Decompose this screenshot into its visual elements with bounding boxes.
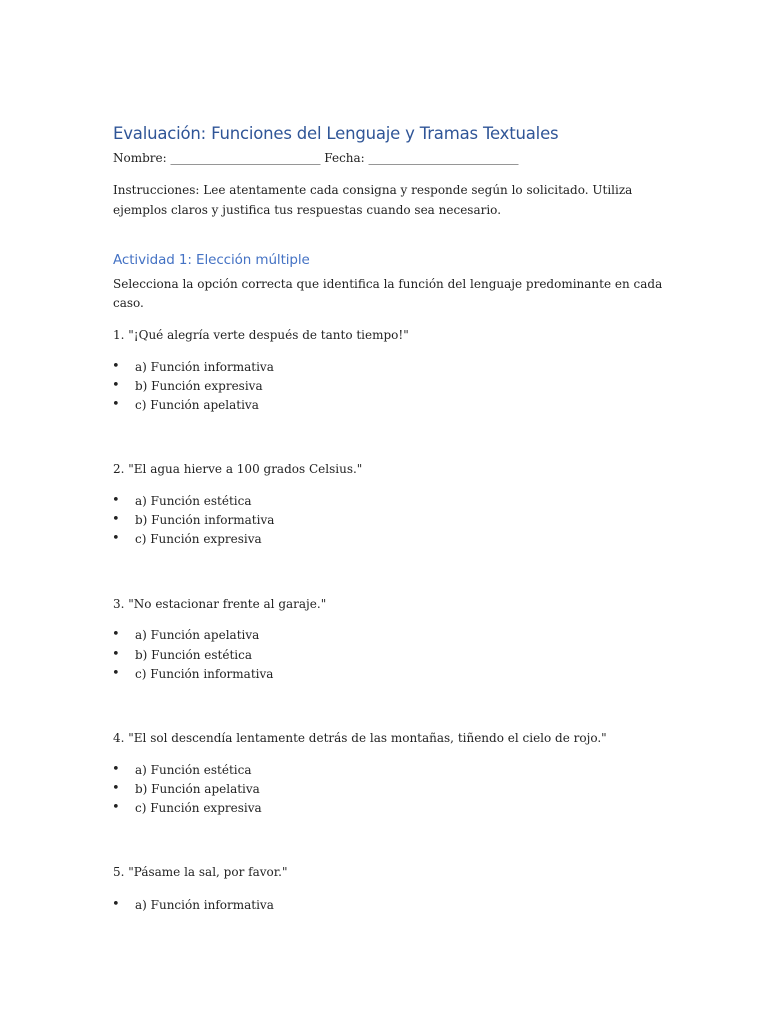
question-3-option-b: b) Función estética: [135, 648, 253, 662]
activity-1-intro-line-2: caso.: [113, 296, 144, 310]
question-5-option-a: a) Función informativa: [135, 898, 274, 912]
name-date-line: Nombre: _________________________ Fecha: _________________________: [113, 151, 519, 165]
question-2-prompt: 2. "El agua hierve a 100 grados Celsius.": [113, 462, 363, 476]
question-3-prompt: 3. "No estacionar frente al garaje.": [113, 597, 327, 611]
question-1-option-c: c) Función apelativa: [135, 398, 259, 412]
bullet-icon: •: [112, 531, 120, 546]
question-2-option-b: b) Función informativa: [135, 513, 275, 527]
question-2-option-c: c) Función expresiva: [135, 532, 262, 546]
question-4-prompt: 4. "El sol descendía lentamente detrás de las montañas, tiñendo el cielo de rojo.": [113, 731, 607, 745]
bullet-icon: •: [112, 359, 120, 374]
instructions-line-1: Instrucciones: Lee atentamente cada consigna y responde según lo solicitado. Utiliza: [113, 183, 633, 197]
question-2-option-a: a) Función estética: [135, 494, 252, 508]
instructions-line-2: ejemplos claros y justifica tus respuestas cuando sea necesario.: [113, 203, 502, 217]
question-1-option-b: b) Función expresiva: [135, 379, 263, 393]
question-4-option-c: c) Función expresiva: [135, 801, 262, 815]
bullet-icon: •: [112, 781, 120, 796]
question-5-prompt: 5. "Pásame la sal, por favor.": [113, 865, 288, 879]
bullet-icon: •: [112, 493, 120, 508]
bullet-icon: •: [112, 666, 120, 681]
bullet-icon: •: [112, 762, 120, 777]
bullet-icon: •: [112, 512, 120, 527]
question-3-option-a: a) Función apelativa: [135, 628, 260, 642]
document-title: Evaluación: Funciones del Lenguaje y Tramas Textuales: [113, 124, 559, 143]
question-4-option-a: a) Función estética: [135, 763, 252, 777]
bullet-icon: •: [112, 800, 120, 815]
question-4-option-b: b) Función apelativa: [135, 782, 260, 796]
activity-1-intro-line-1: Selecciona la opción correcta que identifica la función del lenguaje predominante en cada: [113, 277, 663, 291]
bullet-icon: •: [112, 627, 120, 642]
question-1-prompt: 1. "¡Qué alegría verte después de tanto tiempo!": [113, 328, 409, 342]
bullet-icon: •: [112, 378, 120, 393]
activity-1-heading: Actividad 1: Elección múltiple: [113, 252, 310, 268]
question-3-option-c: c) Función informativa: [135, 667, 274, 681]
bullet-icon: •: [112, 397, 120, 412]
question-1-option-a: a) Función informativa: [135, 360, 274, 374]
bullet-icon: •: [112, 647, 120, 662]
bullet-icon: •: [112, 897, 120, 912]
